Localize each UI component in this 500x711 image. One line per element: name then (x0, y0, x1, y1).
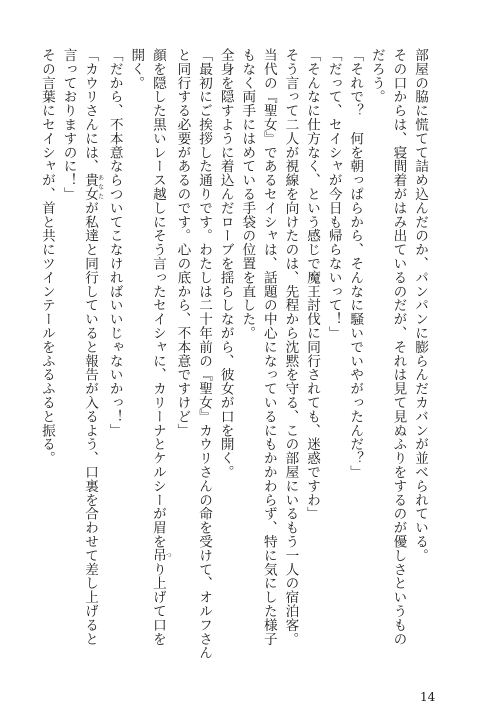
text-line: もなく両手にはめている手袋の位置を直した。 (239, 48, 256, 340)
text-line: 言っておりますのに！」 (60, 48, 77, 201)
text-line: 「そんなに仕方なく、という感じで魔王討伐に同行されても、迷惑ですわ」 (304, 48, 321, 521)
ruby-annotation: 吊つ (149, 548, 172, 563)
text-line: そう言って二人が視線を向けたのは、先程から沈黙を守る、この部屋にいるもう一人の宿泊客。 (282, 48, 299, 646)
text-line: と同行する必要があるのです。心の底から、不本意ですけど」 (174, 48, 191, 438)
text-line: 顔を隠した黒いレース越しにそう言ったセイシャに、カリーナとケルシーが眉を吊つり上げて口を (149, 48, 172, 646)
text-line: 開く。 (128, 48, 145, 90)
text-line: 「カウリさんには、貴女あなたが私達と同行していると報告が入るよう、口裏を合わせて差し上げると (82, 48, 104, 646)
ruby-annotation: 貴女あなた (82, 173, 104, 201)
text-line: だろう。 (368, 48, 385, 104)
text-line: 「それで？ 何を朝っぱらから、そんなに騒いでいやがったんだ？」 (347, 48, 364, 479)
text-line: 全身を隠すように着込んだローブを揺らしながら、彼女が口を開く。 (217, 48, 234, 479)
vertical-text-block (35, 48, 430, 658)
text-line: 当代の『聖女』であるセイシャは、話題の中心になっているにもかかわらず、特に気にした様子 (260, 48, 277, 646)
text-line: 「最初にご挨拶した通りです。わたしは二十年前の『聖女』カウリさんの命を受けて、オルフさん (196, 48, 213, 660)
text-line: 「だって、セイシャが今日も帰らないって！」 (325, 48, 342, 340)
text-line: 部屋の脇に慌てて詰め込んだのか、パンパンに膨らんだカバンが並べられている。 (412, 48, 428, 563)
text-line: その言葉にセイシャが、首と共にツインテールをふるふると振る。 (38, 48, 55, 465)
text-line: 「だから、不本意ならついてこなければいいじゃないかっ！」 (106, 48, 123, 438)
text-line: その口からは、寝間着がはみ出ているのだが、それは見て見ぬふりをするのが優しさというもの (390, 48, 407, 646)
page-number: 14 (420, 690, 436, 704)
